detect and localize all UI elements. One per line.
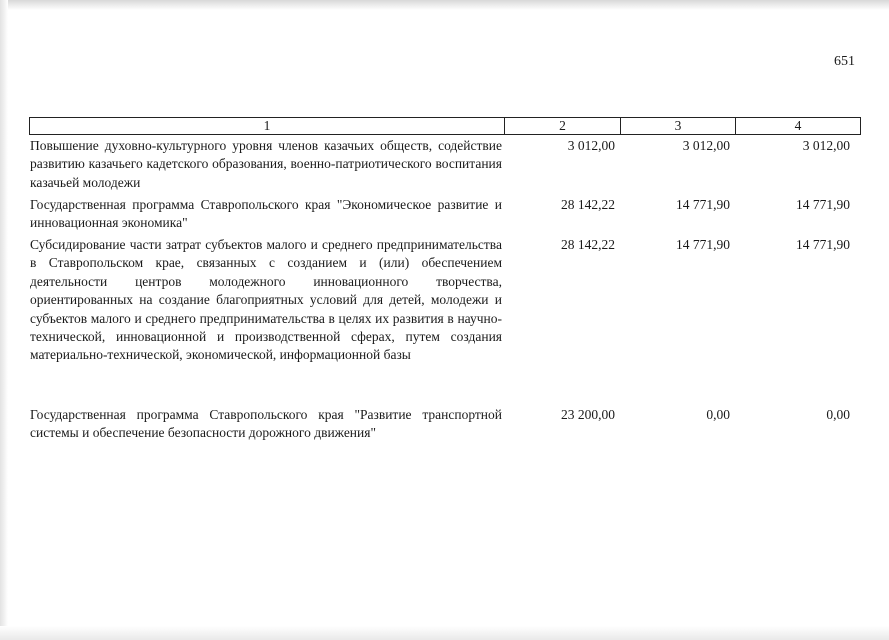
header-row (30, 118, 861, 135)
row-description: Государственная программа Ставропольского края "Развитие транспортной системы и обеспечение безопасности дорожного движения" (30, 407, 502, 441)
row-value-col-4: 0,00 (826, 407, 850, 422)
row-value-col-2: 28 142,22 (561, 197, 615, 212)
row-value-col-4: 3 012,00 (802, 138, 850, 153)
header-col-2: 2 (505, 118, 621, 135)
header-col-1: 1 (30, 118, 505, 135)
header-col-4: 4 (736, 118, 861, 135)
row-value-col-4: 14 771,90 (796, 237, 850, 252)
row-value-col-2: 23 200,00 (561, 407, 615, 422)
header-col-3: 3 (621, 118, 736, 135)
row-value-col-3: 14 771,90 (676, 237, 730, 252)
row-value-col-3: 3 012,00 (682, 138, 730, 153)
row-value-col-2: 3 012,00 (567, 138, 615, 153)
scan-top-edge (0, 0, 889, 10)
row-description: Повышение духовно-культурного уровня членов казачьих обществ, содействие развитию казачьего кадетского образования, военно-патриотического воспитания казачьей молодежи (30, 138, 502, 190)
row-value-col-4: 14 771,90 (796, 197, 850, 212)
row-description: Государственная программа Ставропольского края "Экономическое развитие и инновационная экономика" (30, 197, 502, 231)
row-value-col-3: 0,00 (706, 407, 730, 422)
row-value-col-2: 28 142,22 (561, 237, 615, 252)
scan-bottom-edge (0, 626, 889, 640)
column-number-header (29, 117, 861, 135)
page-number: 651 (834, 54, 855, 69)
row-value-col-3: 14 771,90 (676, 197, 730, 212)
scan-left-edge (0, 0, 8, 640)
row-description: Субсидирование части затрат субъектов малого и среднего предпринимательства в Ставропольском крае, связанных с созданием и (или) обеспечением деятельности центров молодежного инновационного творчества, ориентированных на создание благоприятных условий для детей, молодежи и субъектов малого и среднего предпринимательства в целях их развития в научно-технической, инновационной и производственной сферах, путем создания материально-технической, экономической, информационной базы (30, 237, 502, 363)
